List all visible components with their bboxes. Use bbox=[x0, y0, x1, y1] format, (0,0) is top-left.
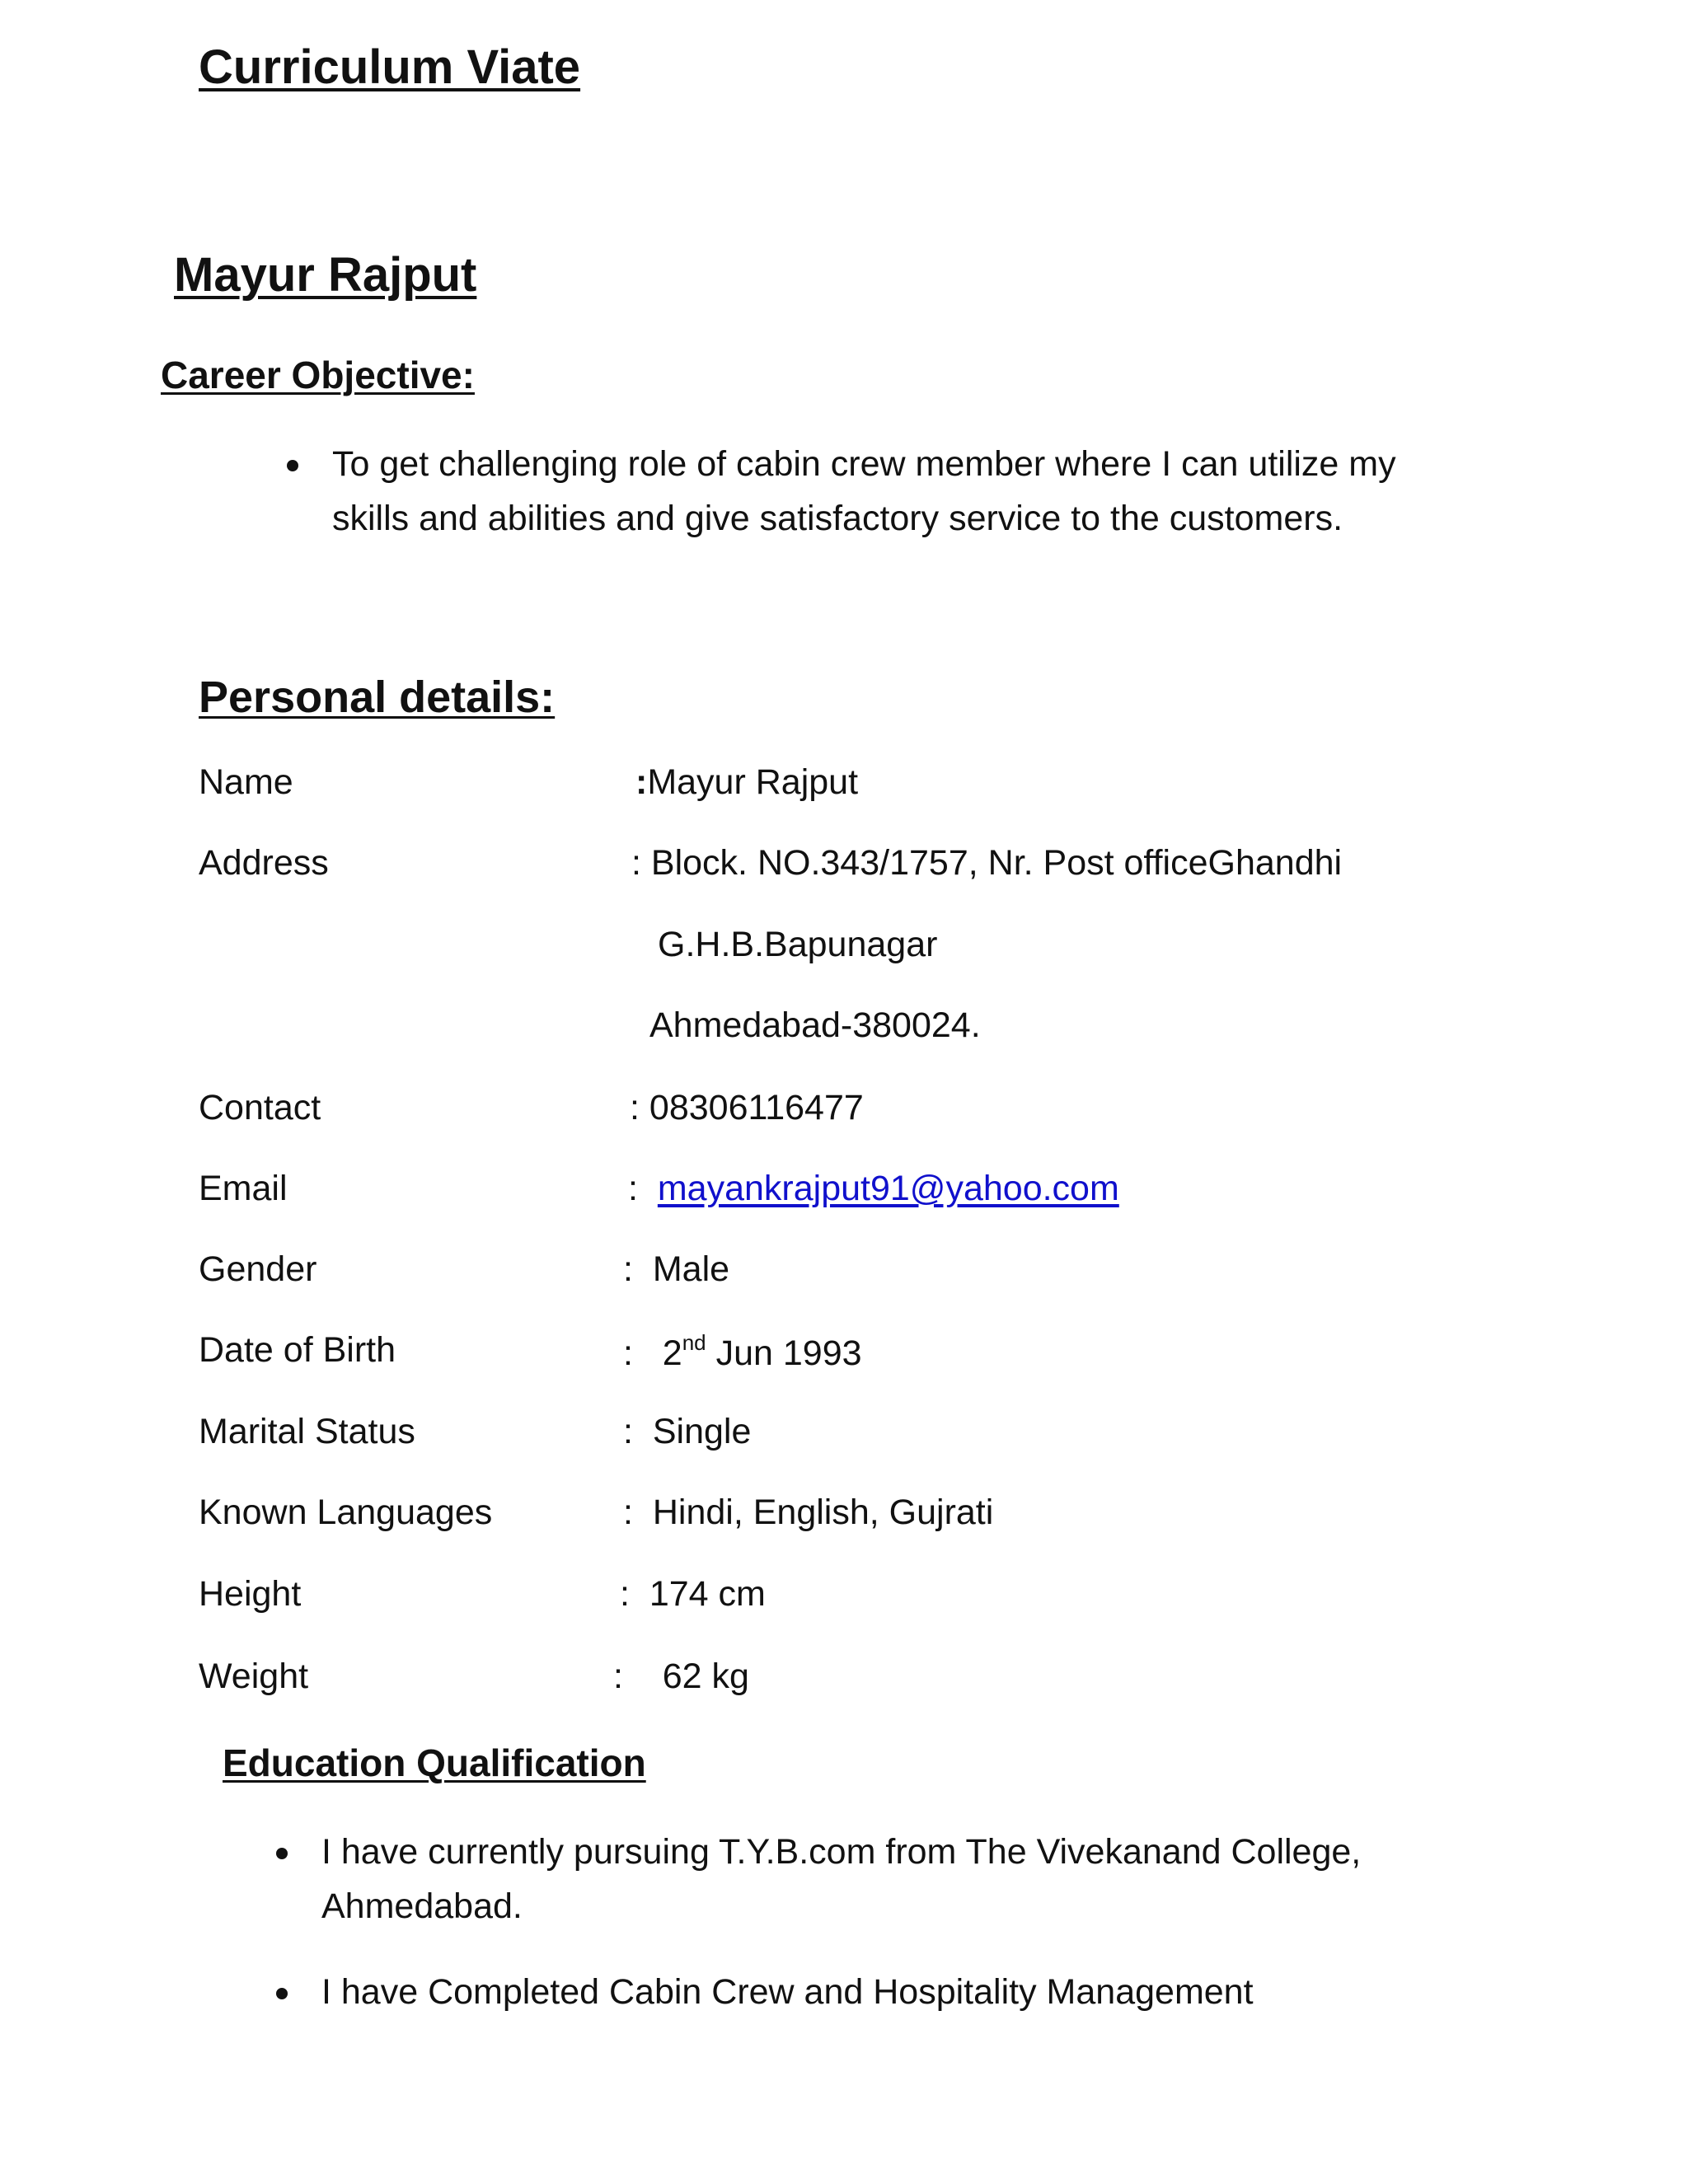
contact-value: 08306116477 bbox=[649, 1088, 864, 1127]
height-value: 174 cm bbox=[649, 1574, 766, 1614]
name-label: Name bbox=[199, 762, 293, 802]
career-objective-heading: Career Objective: bbox=[161, 354, 475, 396]
weight-value: 62 kg bbox=[662, 1657, 749, 1696]
dob-day: 2 bbox=[662, 1333, 682, 1373]
address-line-1: Block. NO.343/1757, Nr. Post officeGhandhi bbox=[650, 843, 1343, 883]
bullet-icon bbox=[276, 1848, 288, 1859]
personal-details-heading: Personal details: bbox=[199, 673, 556, 722]
marital-status-label: Marital Status bbox=[199, 1412, 415, 1451]
education-item-text: I have currently pursuing T.Y.B.com from The Vivekanand College, Ahmedabad. bbox=[321, 1832, 1362, 1926]
address-label: Address bbox=[199, 843, 329, 883]
email-link[interactable]: mayankrajput91@yahoo.com bbox=[657, 1169, 1119, 1208]
list-item bbox=[321, 1965, 1492, 2019]
career-objective-text: To get challenging role of cabin crew member where I can utilize my skills and abilities and give satisfactory service to the customers. bbox=[332, 444, 1396, 538]
contact-label: Contact bbox=[199, 1088, 321, 1127]
contact-value-row: : 08306116477 bbox=[630, 1088, 864, 1127]
marital-status-value-row: : Single bbox=[623, 1412, 752, 1451]
education-list bbox=[321, 1825, 1492, 2050]
list-item bbox=[332, 437, 1453, 546]
marital-status-value: Single bbox=[652, 1412, 752, 1451]
email-label: Email bbox=[199, 1169, 288, 1208]
languages-value-row: : Hindi, English, Gujrati bbox=[623, 1493, 994, 1532]
languages-label: Known Languages bbox=[199, 1493, 493, 1532]
document-title: Curriculum Viate bbox=[199, 40, 581, 94]
languages-value: Hindi, English, Gujrati bbox=[652, 1493, 994, 1532]
height-value-row: : 174 cm bbox=[620, 1574, 766, 1614]
height-label: Height bbox=[199, 1574, 302, 1614]
education-item-text: I have Completed Cabin Crew and Hospitality Management bbox=[321, 1972, 1254, 2012]
career-objective-list bbox=[332, 437, 1453, 577]
address-line-1-row: : Block. NO.343/1757, Nr. Post officeGhandhi bbox=[631, 843, 1343, 883]
name-value-row: :Mayur Rajput bbox=[635, 762, 859, 802]
dob-suffix: nd bbox=[682, 1330, 706, 1355]
gender-label: Gender bbox=[199, 1249, 317, 1289]
bullet-icon bbox=[287, 460, 298, 471]
gender-value-row: : Male bbox=[623, 1249, 730, 1289]
weight-label: Weight bbox=[199, 1657, 309, 1696]
name-value: Mayur Rajput bbox=[647, 762, 859, 802]
education-heading: Education Qualification bbox=[223, 1741, 646, 1784]
dob-month-year: Jun 1993 bbox=[715, 1333, 862, 1373]
bullet-icon bbox=[276, 1988, 288, 1999]
weight-value-row: : 62 kg bbox=[613, 1657, 749, 1696]
gender-value: Male bbox=[652, 1249, 730, 1289]
address-line-2: G.H.B.Bapunagar bbox=[658, 925, 938, 964]
dob-label: Date of Birth bbox=[199, 1330, 396, 1370]
person-name: Mayur Rajput bbox=[174, 248, 477, 302]
address-line-3: Ahmedabad-380024. bbox=[649, 1005, 981, 1045]
dob-value-row: : 2nd Jun 1993 bbox=[623, 1330, 862, 1373]
list-item bbox=[321, 1825, 1492, 1933]
email-value-row: : mayankrajput91@yahoo.com bbox=[628, 1169, 1119, 1208]
